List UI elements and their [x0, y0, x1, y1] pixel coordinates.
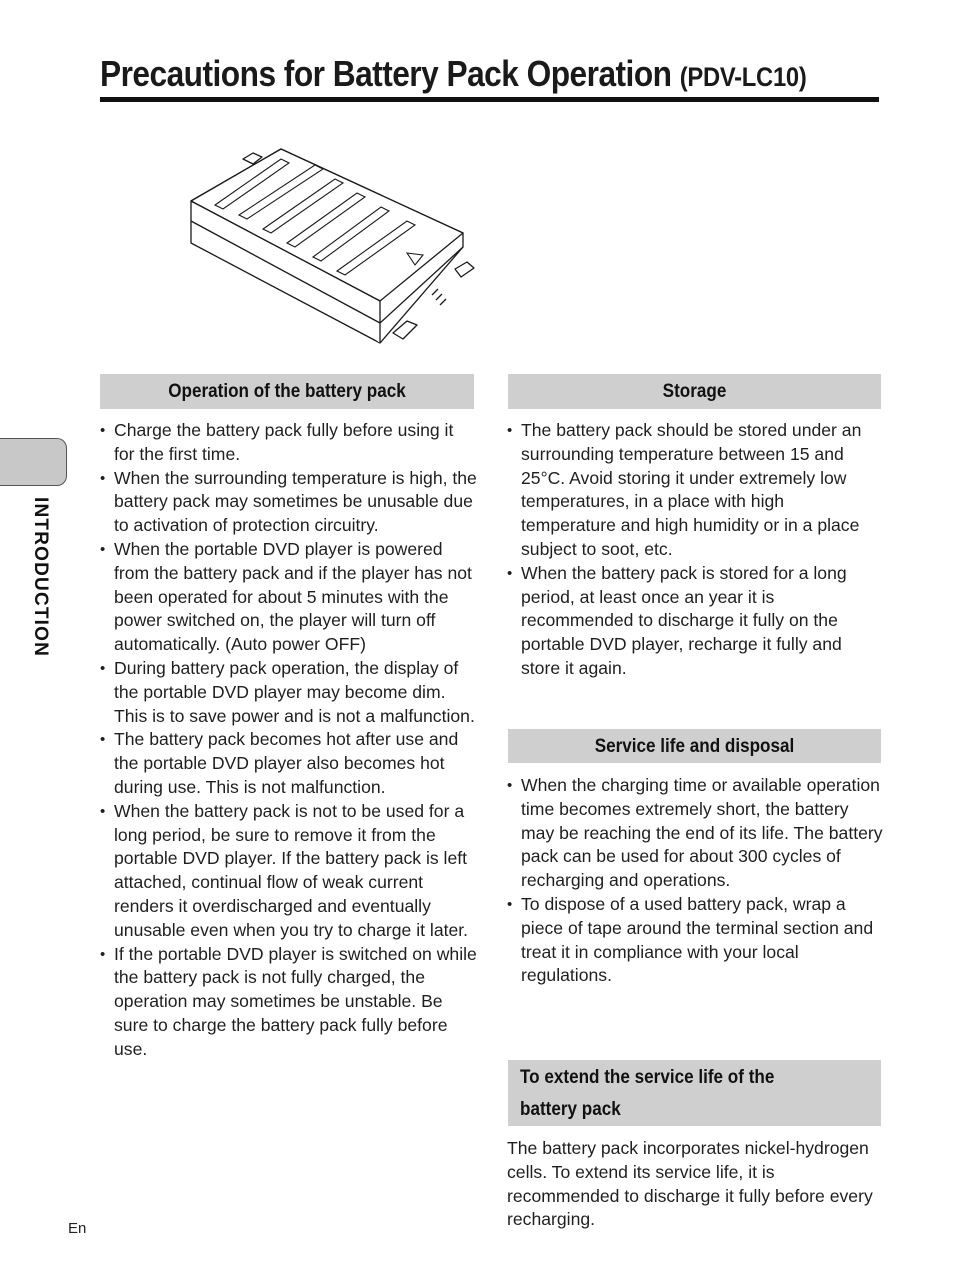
list-item: • When the portable DVD player is powered from the battery pack and if the player has not been operated for about 5 minutes with the power switched on, the player will turn off automatically. (Auto power OFF)	[100, 538, 478, 657]
list-item: • When the surrounding temperature is high, the battery pack may sometimes be unusable due to activation of protection circuitry.	[100, 467, 478, 538]
extend-body: The battery pack incorporates nickel-hydrogen cells. To extend its service life, it is recommended to discharge it fully before every recharging.	[507, 1138, 873, 1230]
list-item: • During battery pack operation, the display of the portable DVD player may become dim. This is to save power and is not a malfunction.	[100, 657, 478, 728]
service-heading-text: Service life and disposal	[594, 736, 795, 757]
storage-list	[507, 419, 883, 681]
operation-heading	[100, 374, 474, 409]
side-tab-label: INTRODUCTION	[30, 497, 51, 658]
storage-heading-text: Storage	[662, 381, 727, 402]
page-language: En	[68, 1220, 87, 1237]
list-item: • To dispose of a used battery pack, wrap a piece of tape around the terminal section and treat it in compliance with your local regulations.	[507, 893, 883, 988]
title-underline	[100, 97, 879, 102]
extend-heading	[508, 1060, 881, 1126]
list-item: • When the battery pack is stored for a long period, at least once an year it is recommended to discharge it fully on the portable DVD player, recharge it fully and store it again.	[507, 562, 883, 681]
list-item: • The battery pack should be stored under an surrounding temperature between 15 and 25°C. Avoid storing it under extremely low temperatures, in a place with high temperature and high humidity or in a place subject to soot, etc.	[507, 419, 883, 562]
service-heading	[508, 729, 881, 763]
battery-pack-illustration	[185, 145, 480, 350]
list-item: • The battery pack becomes hot after use and the portable DVD player also becomes hot during use. This is not malfunction.	[100, 728, 478, 799]
section-tab	[0, 438, 67, 486]
operation-heading-text: Operation of the battery pack	[168, 381, 406, 402]
extend-heading-text: To extend the service life of the battery pack	[520, 1067, 775, 1120]
list-item: • When the charging time or available operation time becomes extremely short, the battery may be reaching the end of its life. The battery pack can be used for about 300 cycles of recharging and operations.	[507, 774, 883, 893]
list-item: • When the battery pack is not to be used for a long period, be sure to remove it from the portable DVD player. If the battery pack is left attached, continual flow of weak current renders it overdischarged and eventually unusable even when you try to charge it later.	[100, 800, 478, 943]
service-list	[507, 774, 883, 988]
list-item: • Charge the battery pack fully before using it for the first time.	[100, 419, 478, 467]
page-title-model: (PDV-LC10)	[679, 62, 807, 92]
operation-list	[100, 419, 478, 1062]
storage-heading	[508, 374, 881, 409]
list-item: • If the portable DVD player is switched on while the battery pack is not fully charged, the operation may sometimes be unstable. Be sure to charge the battery pack fully before use.	[100, 943, 478, 1062]
page-title	[100, 52, 807, 99]
page-title-main: Precautions for Battery Pack Operation	[100, 53, 672, 94]
